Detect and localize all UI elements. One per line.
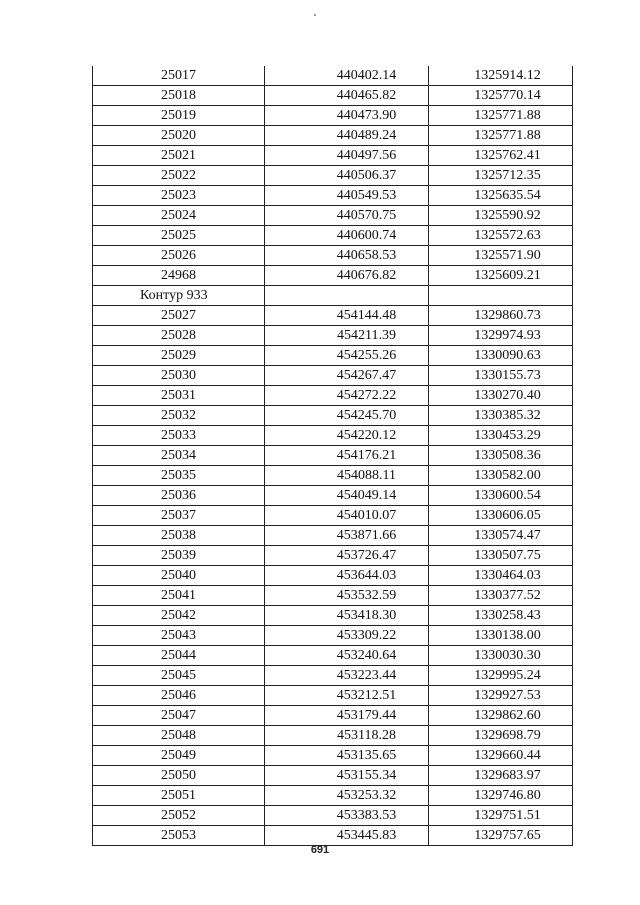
point-id-cell: 25041 (93, 586, 265, 606)
x-coordinate-cell: 454211.39 (265, 326, 429, 346)
x-coordinate-cell: 453644.03 (265, 566, 429, 586)
point-id-cell: 25017 (93, 66, 265, 86)
x-coordinate-cell: 453135.65 (265, 746, 429, 766)
table-row (93, 766, 573, 786)
x-coordinate-cell: 453212.51 (265, 686, 429, 706)
y-coordinate-cell: 1329746.80 (429, 786, 573, 806)
x-coordinate-cell: 453179.44 (265, 706, 429, 726)
y-coordinate-cell: 1330453.29 (429, 426, 573, 446)
point-id-cell: 25048 (93, 726, 265, 746)
point-id-cell: 25026 (93, 246, 265, 266)
table-row (93, 86, 573, 106)
x-coordinate-cell: 440549.53 (265, 186, 429, 206)
x-coordinate-cell: 440465.82 (265, 86, 429, 106)
table-row (93, 726, 573, 746)
table-row (93, 66, 573, 86)
table-row (93, 806, 573, 826)
y-coordinate-cell: 1330090.63 (429, 346, 573, 366)
table-row (93, 346, 573, 366)
x-coordinate-cell: 454267.47 (265, 366, 429, 386)
y-coordinate-cell: 1330464.03 (429, 566, 573, 586)
x-coordinate-cell: 454220.12 (265, 426, 429, 446)
x-coordinate-cell: 440570.75 (265, 206, 429, 226)
y-coordinate-cell: 1325712.35 (429, 166, 573, 186)
table-row (93, 126, 573, 146)
page-number: 691 (310, 844, 330, 856)
y-coordinate-cell: 1330507.75 (429, 546, 573, 566)
point-id-cell: 25049 (93, 746, 265, 766)
table-row (93, 466, 573, 486)
x-coordinate-cell: 440600.74 (265, 226, 429, 246)
y-coordinate-cell: 1325771.88 (429, 126, 573, 146)
y-coordinate-cell: 1329927.53 (429, 686, 573, 706)
x-coordinate-cell: 453155.34 (265, 766, 429, 786)
y-coordinate-cell: 1330030.30 (429, 646, 573, 666)
table-row (93, 146, 573, 166)
point-id-cell: 25027 (93, 306, 265, 326)
table-row (93, 626, 573, 646)
point-id-cell: 25033 (93, 426, 265, 446)
y-coordinate-cell: 1330606.05 (429, 506, 573, 526)
x-coordinate-cell: 453871.66 (265, 526, 429, 546)
table-row (93, 706, 573, 726)
point-id-cell: 25029 (93, 346, 265, 366)
table-row (93, 186, 573, 206)
point-id-cell: 25025 (93, 226, 265, 246)
y-coordinate-cell: 1330582.00 (429, 466, 573, 486)
point-id-cell: 25045 (93, 666, 265, 686)
y-coordinate-cell: 1325572.63 (429, 226, 573, 246)
point-id-cell: 25043 (93, 626, 265, 646)
x-coordinate-cell: 440658.53 (265, 246, 429, 266)
y-coordinate-cell: 1325609.21 (429, 266, 573, 286)
y-coordinate-cell: 1330508.36 (429, 446, 573, 466)
point-id-cell: 25053 (93, 826, 265, 846)
table-row (93, 526, 573, 546)
x-coordinate-cell: 440506.37 (265, 166, 429, 186)
y-coordinate-cell: 1329860.73 (429, 306, 573, 326)
point-id-cell: 25032 (93, 406, 265, 426)
table-row (93, 586, 573, 606)
x-coordinate-cell: 454049.14 (265, 486, 429, 506)
x-coordinate-cell: 440473.90 (265, 106, 429, 126)
point-id-cell: 25036 (93, 486, 265, 506)
table-row (93, 426, 573, 446)
contour-label: Контур 933 (93, 286, 265, 306)
table-row (93, 546, 573, 566)
y-coordinate-cell: 1325770.14 (429, 86, 573, 106)
y-coordinate-cell: 1330574.47 (429, 526, 573, 546)
y-coordinate-cell: 1329751.51 (429, 806, 573, 826)
x-coordinate-cell: 453726.47 (265, 546, 429, 566)
point-id-cell: 25042 (93, 606, 265, 626)
table-row (93, 666, 573, 686)
x-coordinate-cell: 453240.64 (265, 646, 429, 666)
point-id-cell: 25022 (93, 166, 265, 186)
table-row (93, 326, 573, 346)
table-row (93, 406, 573, 426)
point-id-cell: 25020 (93, 126, 265, 146)
point-id-cell: 25039 (93, 546, 265, 566)
y-coordinate-cell: 1325571.90 (429, 246, 573, 266)
x-coordinate-cell: 440676.82 (265, 266, 429, 286)
x-coordinate-cell: 453532.59 (265, 586, 429, 606)
y-coordinate-cell: 1325590.92 (429, 206, 573, 226)
scan-speck (314, 14, 316, 16)
table-row (93, 166, 573, 186)
table-row (93, 446, 573, 466)
point-id-cell: 25031 (93, 386, 265, 406)
table-row (93, 646, 573, 666)
table-row (93, 566, 573, 586)
table-row (93, 366, 573, 386)
table-row (93, 246, 573, 266)
x-coordinate-cell: 453445.83 (265, 826, 429, 846)
y-coordinate-cell: 1330385.32 (429, 406, 573, 426)
point-id-cell: 25046 (93, 686, 265, 706)
point-id-cell: 25021 (93, 146, 265, 166)
table-row (93, 606, 573, 626)
x-coordinate-cell: 454144.48 (265, 306, 429, 326)
table-row (93, 686, 573, 706)
x-coordinate-cell: 454272.22 (265, 386, 429, 406)
table-row (93, 506, 573, 526)
table-row (93, 306, 573, 326)
empty-cell (429, 286, 573, 306)
x-coordinate-cell: 454176.21 (265, 446, 429, 466)
x-coordinate-cell: 453223.44 (265, 666, 429, 686)
x-coordinate-cell: 453118.28 (265, 726, 429, 746)
x-coordinate-cell: 453253.32 (265, 786, 429, 806)
point-id-cell: 24968 (93, 266, 265, 286)
y-coordinate-cell: 1325771.88 (429, 106, 573, 126)
table-row (93, 266, 573, 286)
y-coordinate-cell: 1325762.41 (429, 146, 573, 166)
point-id-cell: 25044 (93, 646, 265, 666)
y-coordinate-cell: 1325635.54 (429, 186, 573, 206)
point-id-cell: 25030 (93, 366, 265, 386)
table-row (93, 786, 573, 806)
y-coordinate-cell: 1329862.60 (429, 706, 573, 726)
contour-header-row (93, 286, 573, 306)
table-row (93, 386, 573, 406)
x-coordinate-cell: 454010.07 (265, 506, 429, 526)
table-row (93, 826, 573, 846)
point-id-cell: 25047 (93, 706, 265, 726)
x-coordinate-cell: 453309.22 (265, 626, 429, 646)
point-id-cell: 25038 (93, 526, 265, 546)
table-row (93, 746, 573, 766)
point-id-cell: 25035 (93, 466, 265, 486)
x-coordinate-cell: 454088.11 (265, 466, 429, 486)
y-coordinate-cell: 1329995.24 (429, 666, 573, 686)
coordinates-table-body (93, 66, 573, 846)
y-coordinate-cell: 1330258.43 (429, 606, 573, 626)
y-coordinate-cell: 1329974.93 (429, 326, 573, 346)
x-coordinate-cell: 440489.24 (265, 126, 429, 146)
table-row (93, 486, 573, 506)
point-id-cell: 25052 (93, 806, 265, 826)
point-id-cell: 25050 (93, 766, 265, 786)
point-id-cell: 25037 (93, 506, 265, 526)
x-coordinate-cell: 453383.53 (265, 806, 429, 826)
table-row (93, 106, 573, 126)
y-coordinate-cell: 1330155.73 (429, 366, 573, 386)
y-coordinate-cell: 1330270.40 (429, 386, 573, 406)
point-id-cell: 25040 (93, 566, 265, 586)
y-coordinate-cell: 1329757.65 (429, 826, 573, 846)
point-id-cell: 25051 (93, 786, 265, 806)
y-coordinate-cell: 1325914.12 (429, 66, 573, 86)
y-coordinate-cell: 1330138.00 (429, 626, 573, 646)
point-id-cell: 25019 (93, 106, 265, 126)
x-coordinate-cell: 454245.70 (265, 406, 429, 426)
point-id-cell: 25018 (93, 86, 265, 106)
y-coordinate-cell: 1329660.44 (429, 746, 573, 766)
point-id-cell: 25023 (93, 186, 265, 206)
point-id-cell: 25034 (93, 446, 265, 466)
x-coordinate-cell: 440402.14 (265, 66, 429, 86)
table-row (93, 226, 573, 246)
y-coordinate-cell: 1329698.79 (429, 726, 573, 746)
table-row (93, 206, 573, 226)
x-coordinate-cell: 453418.30 (265, 606, 429, 626)
y-coordinate-cell: 1329683.97 (429, 766, 573, 786)
point-id-cell: 25028 (93, 326, 265, 346)
coordinates-table (92, 66, 573, 846)
x-coordinate-cell: 454255.26 (265, 346, 429, 366)
x-coordinate-cell: 440497.56 (265, 146, 429, 166)
point-id-cell: 25024 (93, 206, 265, 226)
y-coordinate-cell: 1330377.52 (429, 586, 573, 606)
empty-cell (265, 286, 429, 306)
y-coordinate-cell: 1330600.54 (429, 486, 573, 506)
